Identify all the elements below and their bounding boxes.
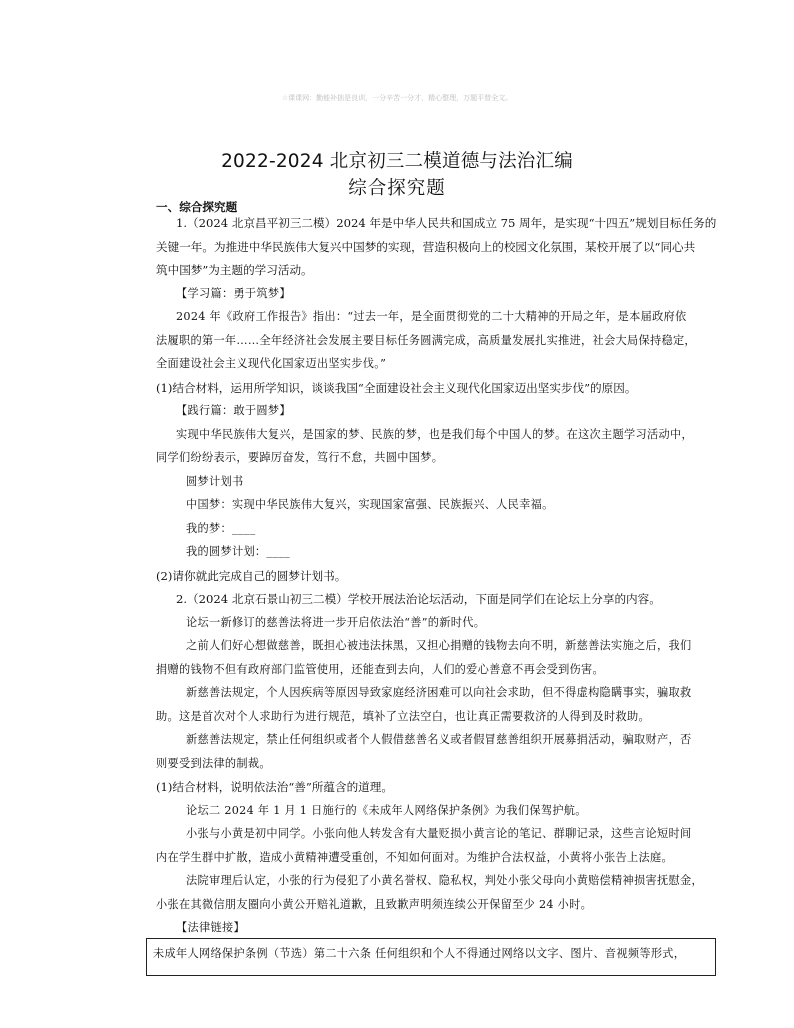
document-subtitle: 综合探究题 [348,178,446,199]
paragraph-line: 筑中国梦”为主题的学习活动。 [156,263,313,277]
material-line: 助。这是首次对个人求助行为进行规范，填补了立法空白，也让真正需要救济的人得到及时救助。 [156,710,650,723]
material-line: 同学们纷纷表示，要踔厉奋发，笃行不怠，共圆中国梦。 [156,451,444,464]
question-line: (2)请你就此完成自己的圆梦计划书。 [156,569,347,583]
plan-blank-line: 我的圆梦计划：____ [186,545,290,558]
material-line: 内在学生群中扩散，造成小黄精神遭受重创，不知如何面对。为维护合法权益，小黄将小张告上法庭。 [156,851,673,864]
material-line: 捐赠的钱物不但有政府部门监管使用，还能查到去向，人们的爱心善意不再会受到伤害。 [156,663,605,676]
paragraph-line: 2.（2024 北京石景山初三二模）学校开展法治论坛活动，下面是同学们在论坛上分享的内容。 [176,592,661,606]
material-line: 法院审理后认定，小张的行为侵犯了小黄名誉权、隐私权，判处小张父母向小黄赔偿精神损害抚慰金， [186,874,703,887]
material-line: 法履职的第一年……全年经济社会发展主要目标任务圆满完成，高质量发展扎实推进，社会大局保持稳定， [156,334,696,347]
material-line: 论坛二 2024 年 1 月 1 日施行的《未成年人网络保护条例》为我们保驾护航。 [186,804,587,817]
paragraph-line: 关键一年。为推进中华民族伟大复兴中国梦的实现，营造积极向上的校园文化氛围，某校开展了以“同心共 [156,240,696,254]
question-line: (1)结合材料，运用所学知识，谈谈我国“全面建设社会主义现代化国家迈出坚实步伐”的原因。 [156,381,637,395]
material-line: 新慈善法规定，个人因疾病等原因导致家庭经济困难可以向社会求助，但不得虚构隐瞒事实，骗取救 [186,686,692,699]
material-line: 新慈善法规定，禁止任何组织或者个人假借慈善名义或者假冒慈善组织开展募捐活动，骗取财产，否 [186,733,692,746]
material-line: 2024 年《政府工作报告》指出：“过去一年，是全面贯彻党的二十大精神的开局之年，是本届政府依 [176,310,687,323]
subsection-heading: 【践行篇：敢于圆梦】 [176,404,291,417]
material-line: 之前人们好心想做慈善，既担心被违法抹黑，又担心捐赠的钱物去向不明，新慈善法实施之后，我们 [186,639,692,652]
question-line: (1)结合材料，说明依法治“善”所蕴含的道理。 [156,780,393,794]
material-line: 小张在其微信朋友圈向小黄公开赔礼道歉，且致歉声明须连续公开保留至少 24 小时。 [156,898,593,911]
law-excerpt-text: 未成年人网络保护条例（节选）第二十六条 任何组织和个人不得通过网络以文字、图片、音视频等形式， [153,947,686,960]
material-line: 小张与小黄是初中同学。小张向他人转发含有大量贬损小黄言论的笔记、群聊记录，这些言论短时间 [186,827,692,840]
subsection-heading: 【学习篇：勇于筑梦】 [176,287,291,300]
subsection-heading: 【法律链接】 [176,921,245,934]
law-excerpt-box [146,938,716,976]
section-heading: 一、综合探究题 [156,200,238,214]
paragraph-line: 1.（2024 北京昌平初三二模）2024 年是中华人民共和国成立 75 周年，是实现“十四五”规划目标任务的 [176,216,717,230]
material-line: 则要受到法律的制裁。 [156,757,271,770]
plan-line: 中国梦：实现中华民族伟大复兴，实现国家富强、民族振兴、人民幸福。 [186,498,554,511]
plan-blank-line: 我的梦：____ [186,522,256,535]
document-title: 2022-2024 北京初三二模道德与法治汇编 [221,151,573,172]
plan-heading: 圆梦计划书 [186,475,244,488]
material-line: 全面建设社会主义现代化国家迈出坚实步伐。” [156,357,387,370]
watermark-text: ☆课课网：勤能补拙是良训，一分辛苦一分才，精心整理，万题平替全文。 [281,94,513,102]
material-line: 实现中华民族伟大复兴，是国家的梦、民族的梦，也是我们每个中国人的梦。在这次主题学习活动中， [176,428,693,441]
material-line: 论坛一新修订的慈善法将进一步开启依法治“善”的新时代。 [186,616,486,629]
